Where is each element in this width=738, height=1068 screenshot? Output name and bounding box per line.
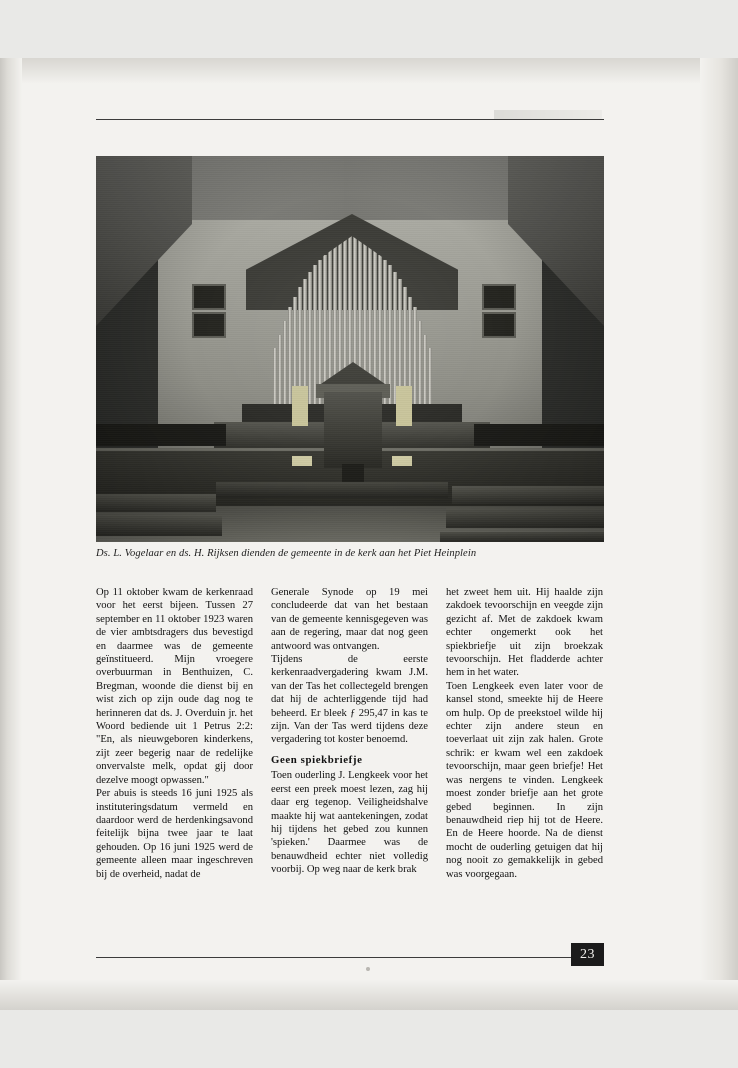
paragraph: Toen Lengkeek even later voor de kansel stond, smeekte hij de Heere om hulp. Op de preekstoel wilde hij echter zijn andere steun en toeverlaat uit zijn zak halen. Grote schrik: er kwam wel een zakdoek tevoorschijn, maar geen briefje! Het was nergens te vinden. Lengkeek moest zonder briefje aan het grote gebed beginnen. In zijn benauwdheid riep hij tot de Heere. En de Heere hoorde. Na de dienst mocht de ouderling getuigen dat hij nog nooit zo gemakkelijk in gebed was voorgegaan. <box>446 680 603 880</box>
paragraph: Per abuis is steeds 16 juni 1925 als instituteringsdatum vermeld en daardoor werd de herdenkingsavond feitelijk bijna twee jaar te laat gehouden. Op 16 juni 1925 werd de gemeente alleen maar ingeschreven bij de overheid, nadat de <box>96 788 253 880</box>
header-smudge <box>494 110 602 119</box>
text-column-2 <box>271 586 428 936</box>
footer-rule <box>96 957 604 958</box>
paragraph: Generale Synode op 19 mei concludeerde dat van het bestaan van de gemeente kennisgegeven was aan de regering, maar dat nog geen antwoord was ontvangen. <box>271 587 428 652</box>
photo-grain <box>96 156 604 542</box>
footer-dot <box>366 967 370 971</box>
photo-caption: Ds. L. Vogelaar en ds. H. Rijksen dienden de gemeente in de kerk aan het Piet Heinplein <box>96 548 477 559</box>
paragraph: het zweet hem uit. Hij haalde zijn zakdoek tevoorschijn en veegde zijn gezicht af. Met de zakdoek kwam echter ongemerkt ook het spiekbriefje uit zijn broekzak tevoorschijn. Het fladderde achter hem in het water. <box>446 587 603 679</box>
paragraph: Tijdens de eerste kerkenraadvergadering kwam J.M. van der Tas het collectegeld brengen dat hij de achterliggende tijd had beheerd. Er bleek ƒ 295,47 in kas te zijn. Van der Tas werd tijdens deze vergadering tot koster benoemd. <box>271 654 428 746</box>
text-column-3 <box>446 586 603 936</box>
section-subheading: Geen spiekbriefje <box>271 753 363 766</box>
church-interior-photo <box>96 156 604 542</box>
page-number-badge: 23 <box>571 943 604 966</box>
paragraph: Op 11 oktober kwam de kerkenraad voor het eerst bijeen. Tussen 27 september en 11 oktober 1923 waren de vier ambtsdragers dus bevestigd en daarmee was de gemeente geïnstitueerd. Mijn vroegere overbuurman in Benthuizen, C. Bregman, woonde die dienst bij en wist zich op zijn oude dag nog te herinneren dat ds. J. Overduin jr. het Woord bediende uit 1 Petrus 2:2: "En, als nieuwgeboren kinderkens, zijt zeer begerig naar de redelijke onvervalste melk, opdat gij door dezelve moogt opwassen." <box>96 587 253 786</box>
header-rule <box>96 119 604 120</box>
text-column-1 <box>96 586 253 936</box>
article-columns <box>96 586 604 936</box>
paragraph: Toen ouderling J. Lengkeek voor het eerst een preek moest lezen, zag hij daar erg tegenop. Veiligheidshalve maakte hij wat aantekeningen, zodat hij tijdens het gebed zou kunnen 'spieken.' Daarmee was de benauwdheid echter niet volledig voorbij. Op weg naar de kerk brak <box>271 770 428 876</box>
